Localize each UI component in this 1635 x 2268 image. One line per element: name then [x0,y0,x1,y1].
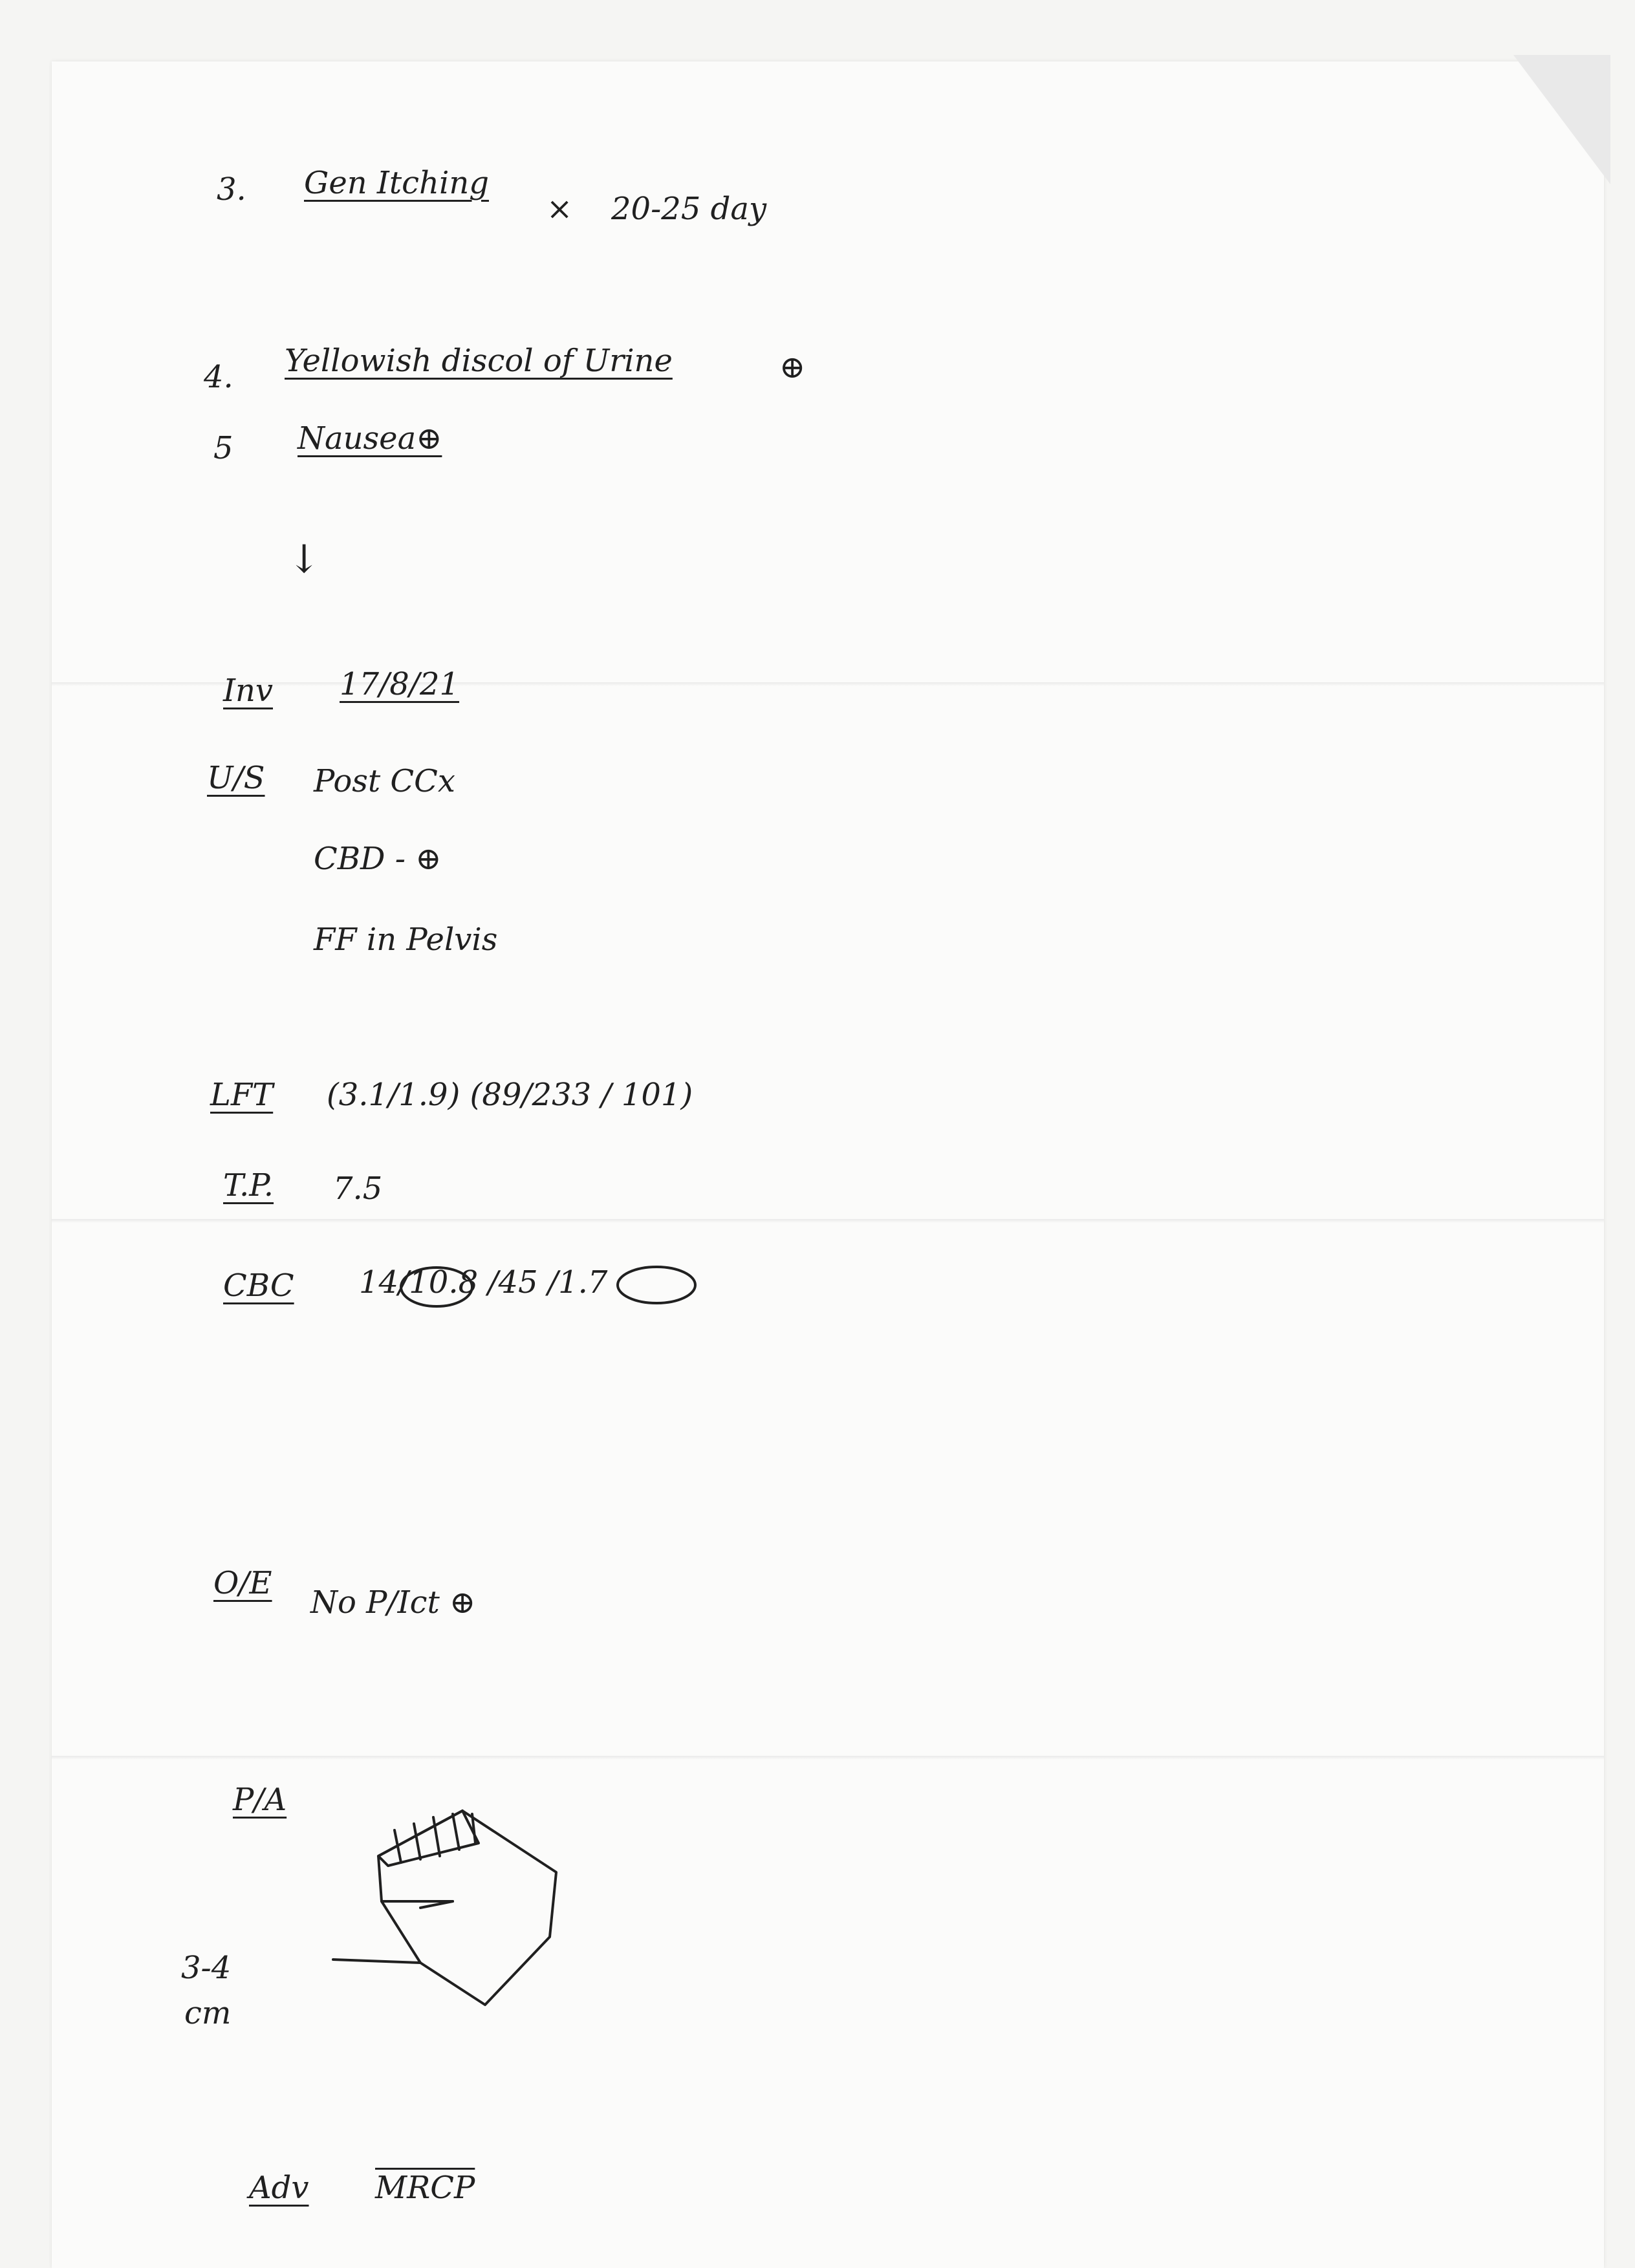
adv-label: Adv [249,2170,309,2206]
oe-label: O/E [213,1565,272,1601]
us-line-1: Post CCx [314,763,455,799]
tp-value: 7.5 [333,1171,383,1207]
item-3-text: Gen Itching [304,165,489,201]
paper-fold-line [52,1756,1604,1760]
cbc-values: 14/10.8 /45 /1.7 [359,1264,608,1301]
abdomen-sketch-icon [323,1804,569,2018]
pa-label: P/A [233,1782,287,1818]
item-5-text: Nausea⊕ [298,420,442,457]
us-label: U/S [207,760,265,796]
item-3-duration: 20-25 day [611,191,767,227]
item-3-number: 3. [217,171,246,208]
lft-label: LFT [210,1077,274,1113]
pa-unit: cm [184,1995,232,2031]
item-4-text: Yellowish discol of Urine [285,343,673,379]
item-4-number: 4. [204,359,233,395]
us-line-3: FF in Pelvis [314,922,498,958]
oe-value: No P/Ict ⊕ [310,1584,476,1621]
item-4-mark: ⊕ [779,349,806,385]
inv-date: 17/8/21 [340,666,460,702]
paper-fold-line [52,1219,1604,1223]
us-line-2: CBD - ⊕ [314,841,442,877]
pa-size: 3-4 [181,1950,232,1986]
paper-fold-line [52,682,1604,686]
item-3-multiply: × [547,191,573,227]
cbc-label: CBC [223,1268,294,1304]
cbc-circle-marks [401,1258,789,1316]
folded-corner [1513,55,1610,184]
inv-label: Inv [223,673,273,709]
lft-values: (3.1/1.9) (89/233 / 101) [327,1077,693,1113]
adv-value: MRCP [375,2170,475,2206]
item-5-number: 5 [213,430,233,466]
handwritten-page [52,61,1604,2268]
tp-label: T.P. [223,1167,274,1204]
down-arrow-icon: ↓ [288,537,321,582]
